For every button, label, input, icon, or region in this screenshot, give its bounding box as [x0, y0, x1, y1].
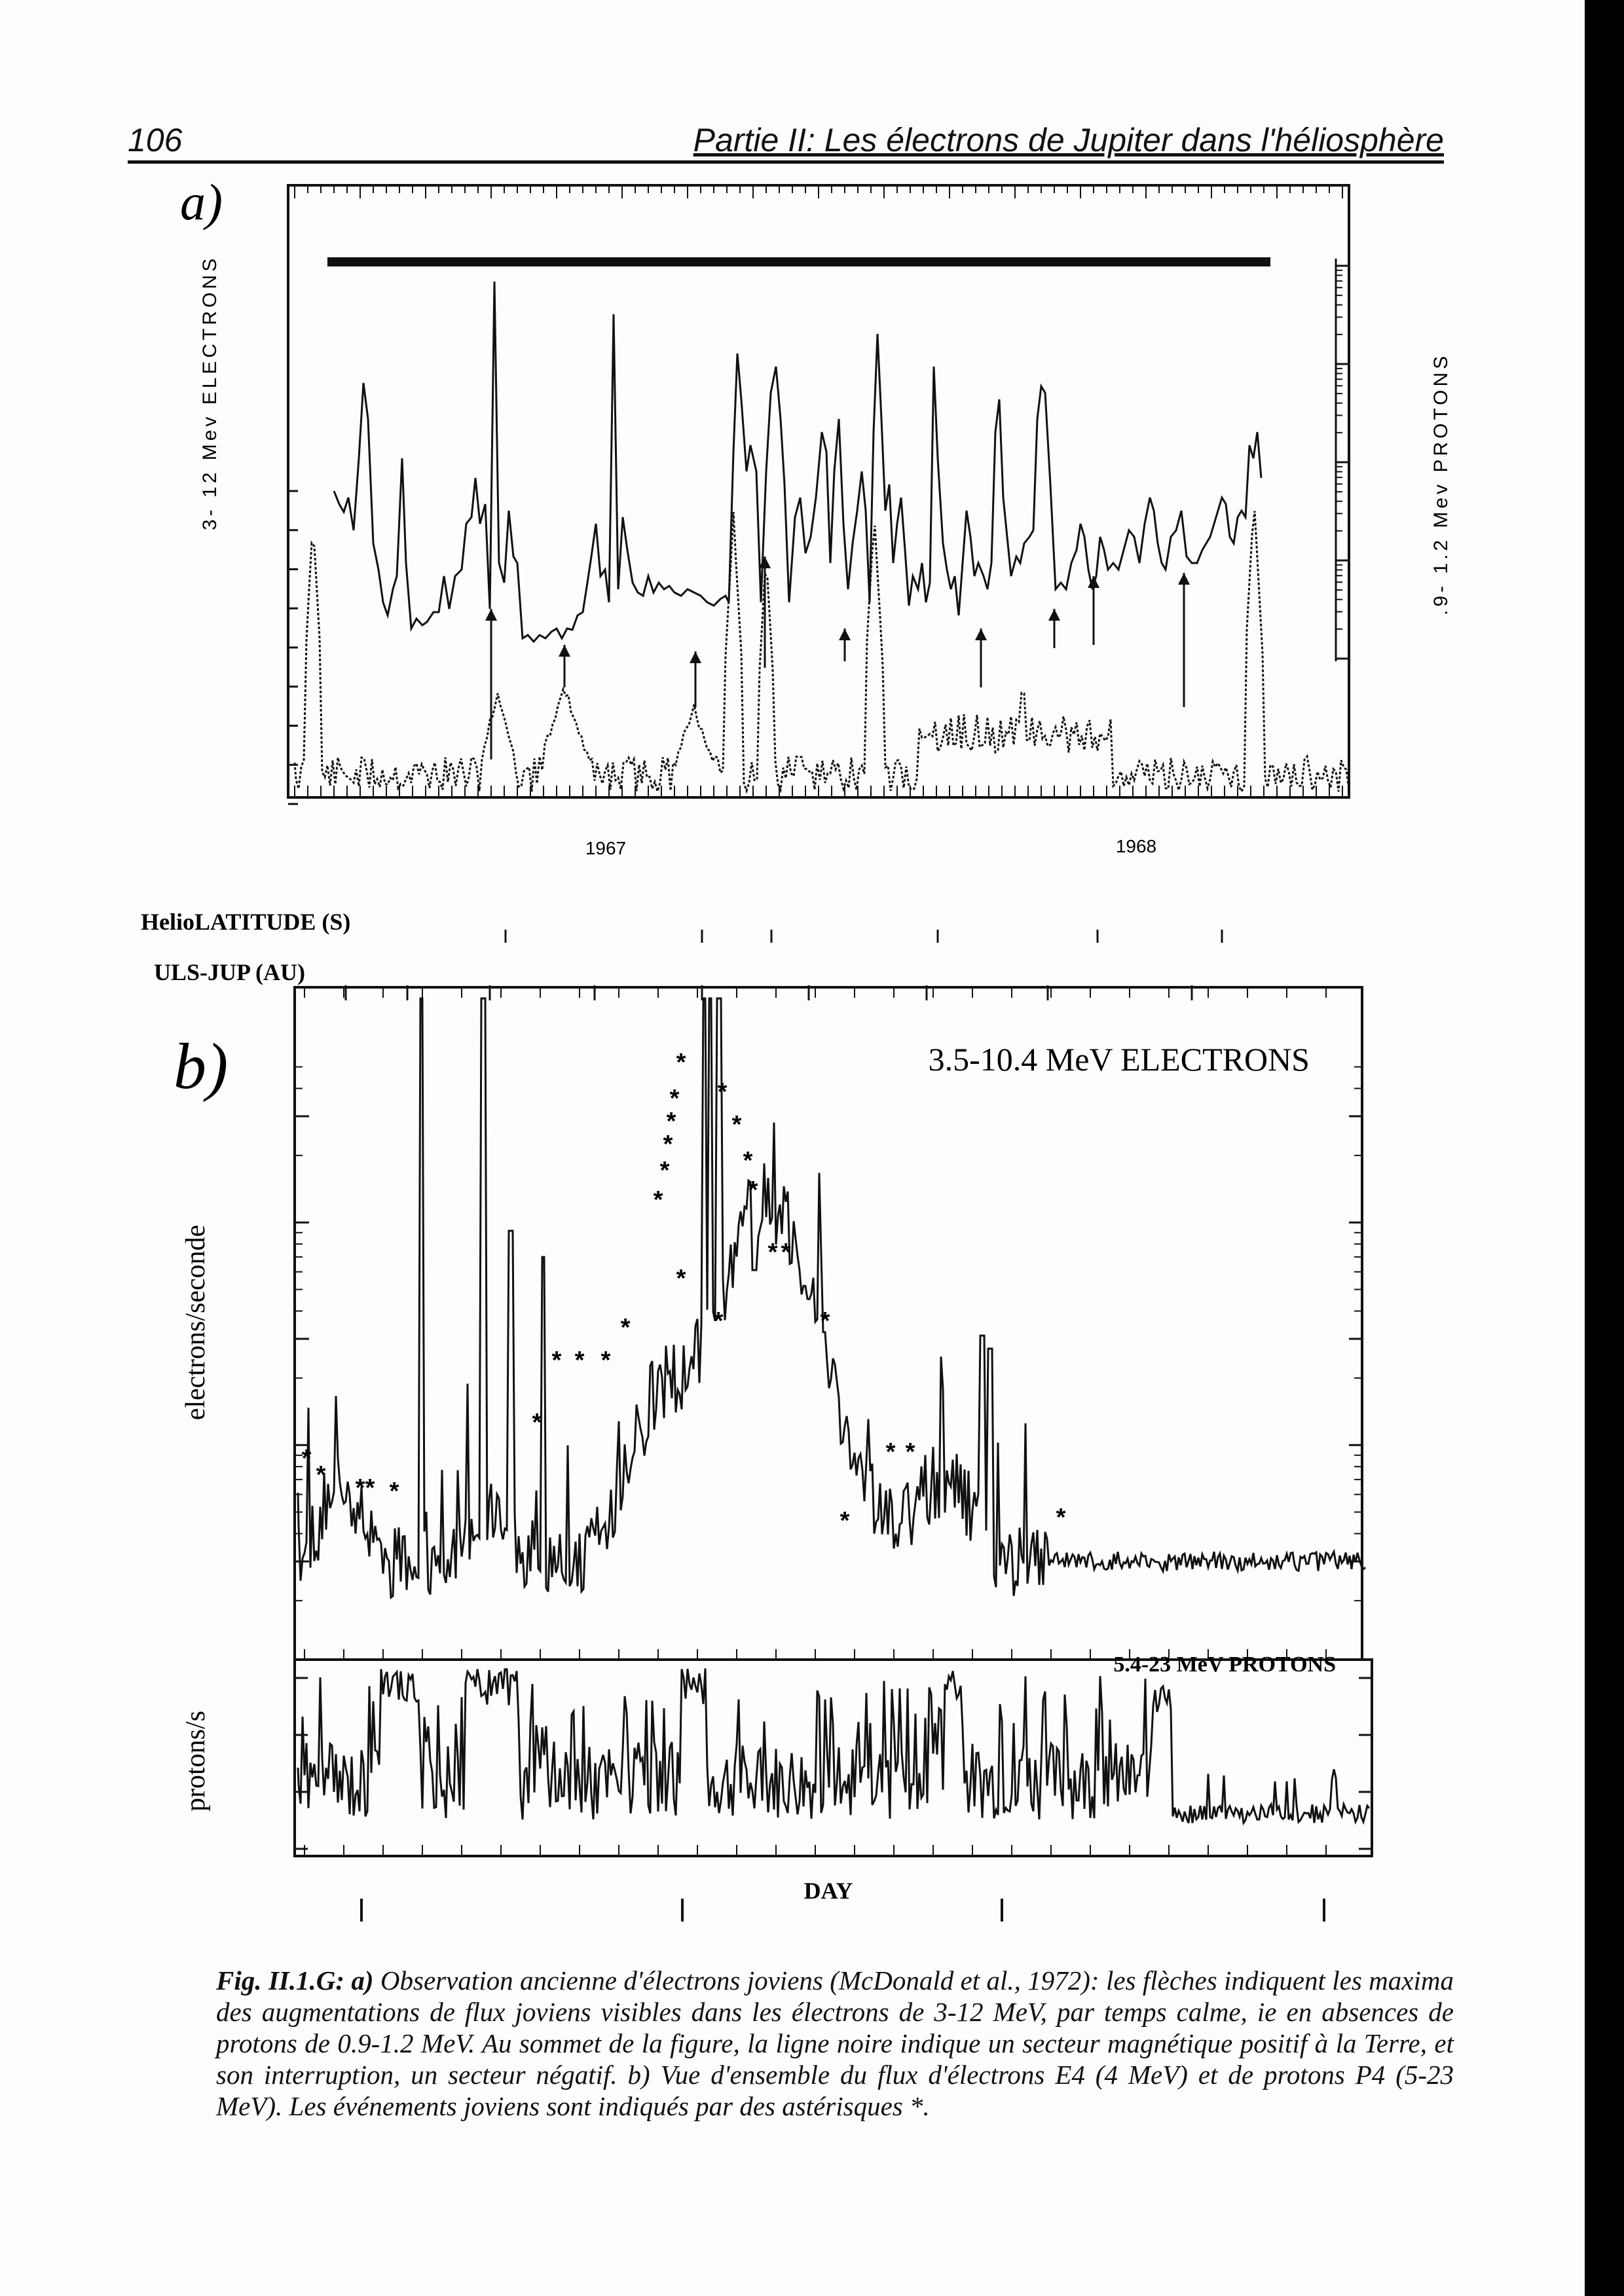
figure-a-year-1967: 1967 — [585, 838, 627, 858]
jovian-event-asterisk: * — [676, 1265, 686, 1292]
electrons-panel-title: 3.5-10.4 MeV ELECTRONS — [928, 1041, 1310, 1078]
jovian-event-asterisk: * — [820, 1307, 830, 1335]
jovian-event-asterisk: * — [355, 1474, 365, 1502]
arrow-head — [1178, 573, 1190, 585]
jovian-event-asterisk: * — [781, 1239, 791, 1266]
figure-a-year-1968: 1968 — [1115, 836, 1157, 856]
arrow-head — [975, 629, 987, 640]
jovian-event-asterisk: * — [669, 1085, 680, 1112]
figure-a-electron-curve — [334, 282, 1261, 642]
figure-a-frame — [288, 185, 1349, 797]
arrow-head — [559, 645, 570, 657]
jovian-event-asterisk: * — [365, 1474, 375, 1502]
jovian-event-asterisk: * — [301, 1445, 312, 1472]
jovian-event-asterisk: * — [717, 1078, 728, 1106]
helio-latitude-label: HelioLATITUDE (S) — [141, 909, 351, 935]
caption-label: Fig. II.1.G: a) — [216, 1965, 374, 1995]
helio-latitude-ticks — [506, 930, 1222, 943]
protons-panel-bottom-ticks — [304, 1845, 1326, 1856]
figure-a-right-axis — [1336, 266, 1349, 659]
jovian-event-asterisk: * — [600, 1347, 611, 1374]
arrow-head — [759, 556, 771, 568]
figure-a-proton-curve — [295, 511, 1349, 792]
arrow-head — [1048, 609, 1060, 621]
figure-a — [0, 0, 1585, 903]
jovian-event-asterisk: * — [676, 1049, 686, 1076]
jovian-event-asterisk: * — [713, 1307, 724, 1335]
figure-b — [0, 877, 1585, 1925]
figure-b-panel-label: b) — [174, 1030, 229, 1102]
running-title: Partie II: Les électrons de Jupiter dans l'héliosphère — [693, 122, 1444, 158]
figure-a-jovian-maxima-arrows — [485, 556, 1190, 759]
caption-text: Observation ancienne d'électrons joviens (McDonald et al., 1972): les flèches indiquent les maxima des augmentations de flux joviens visibles dans les électrons de 3-12 MeV, par temps calme, ie en absences de protons de 0.9-1.2 MeV. Au sommet de la figure, la ligne noire indique un secteur magnétique positif à la Terre, et son interruption, un secteur négatif. b) Vue d'ensemble du flux d'électrons E4 (4 MeV) et de protons P4 (5-23 MeV). Les événements joviens sont indiqués par des astérisques *. — [216, 1965, 1454, 2121]
protons-y-label: protons/s — [181, 1710, 211, 1812]
jovian-event-asterisk: * — [666, 1108, 676, 1135]
uls-jup-label: ULS-JUP (AU) — [154, 959, 305, 985]
figure-caption — [216, 1965, 1454, 2122]
jovian-event-asterisk: * — [532, 1409, 542, 1436]
figure-a-left-axis-label: 3- 12 Mev ELECTRONS — [199, 255, 221, 530]
figure-a-panel-label: a) — [180, 173, 223, 230]
arrow-head — [485, 609, 497, 621]
jovian-event-asterisk: * — [905, 1438, 915, 1466]
magnetic-sector-bar — [327, 257, 1270, 266]
x-axis-label: DAY — [803, 1878, 853, 1904]
jovian-event-asterisk: * — [659, 1157, 670, 1184]
jovian-event-asterisk: * — [574, 1347, 585, 1374]
jovian-event-asterisk: * — [885, 1438, 896, 1466]
figure-a-top-ticks — [295, 185, 1342, 198]
electron-flux-curve — [298, 998, 1365, 1597]
jovian-event-asterisk: * — [767, 1239, 778, 1266]
jovian-event-asterisk: * — [551, 1347, 562, 1374]
figure-a-right-axis-label: .9- 1.2 Mev PROTONS — [1430, 352, 1452, 615]
jovian-event-asterisk: * — [620, 1314, 631, 1341]
electrons-y-label: electrons/seconde — [181, 1224, 211, 1421]
jovian-event-asterisk: * — [731, 1111, 742, 1139]
jovian-event-asterisk: * — [653, 1186, 663, 1214]
jovian-event-asterisk: * — [840, 1507, 850, 1535]
figure-a-bottom-ticks — [295, 786, 1342, 797]
protons-panel-title: 5.4-23 MeV PROTONS — [1113, 1652, 1336, 1677]
jovian-event-asterisk: * — [748, 1176, 758, 1204]
jovian-event-asterisk: * — [1056, 1504, 1066, 1531]
arrow-head — [690, 651, 701, 663]
jovian-event-asterisk: * — [316, 1461, 326, 1489]
arrow-head — [839, 629, 851, 640]
proton-flux-curve — [298, 1669, 1369, 1823]
jovian-event-asterisk: * — [389, 1478, 399, 1505]
figure-a-left-axis — [288, 491, 298, 804]
jovian-event-asterisks — [302, 1049, 1066, 1535]
jovian-event-asterisk: * — [663, 1131, 673, 1158]
jovian-event-asterisk: * — [743, 1147, 753, 1175]
page-number: 106 — [128, 122, 183, 158]
